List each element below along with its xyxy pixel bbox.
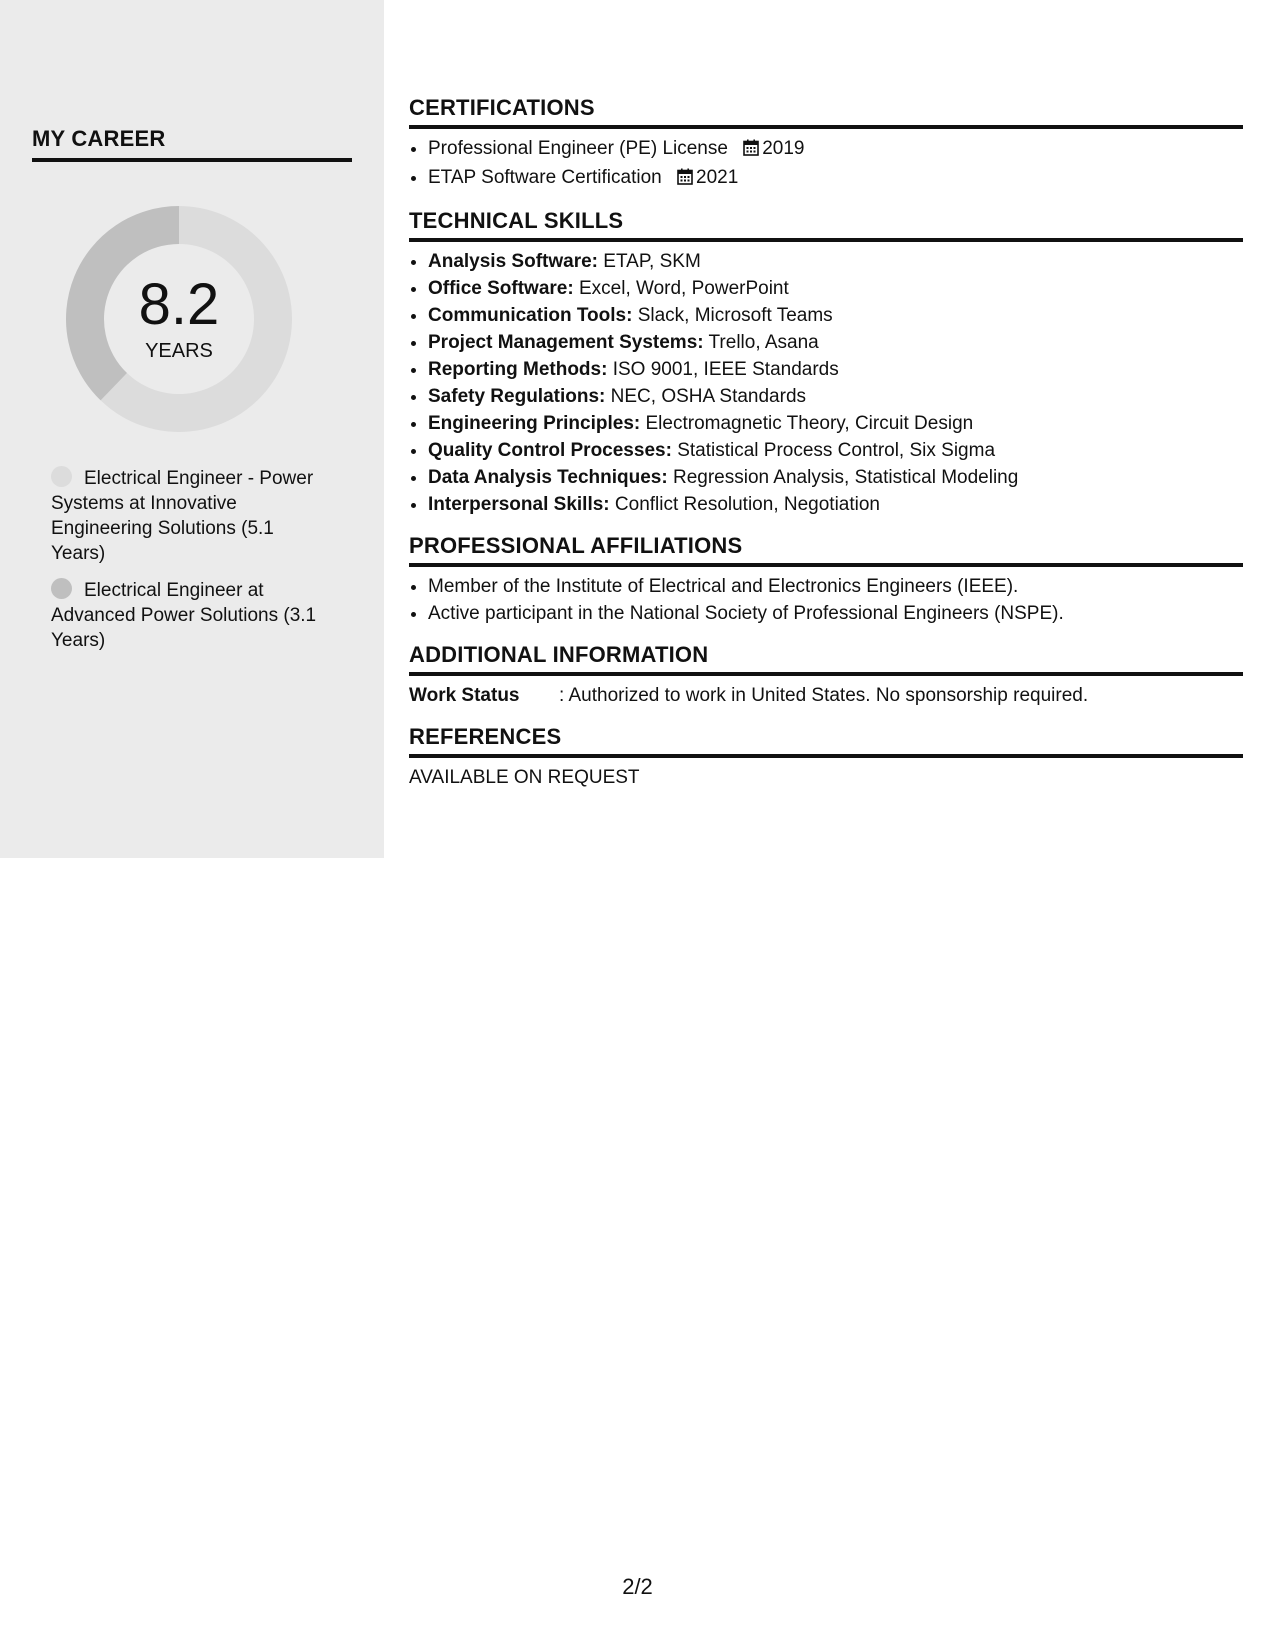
certification-name: Professional Engineer (PE) License [428, 138, 728, 159]
skill-item [428, 329, 1243, 356]
affiliation-item: • Active participant in the National Society of Professional Engineers (NSPE). [428, 600, 1243, 627]
legend-dot [51, 466, 72, 487]
skill-value: Excel, Word, PowerPoint [578, 278, 789, 299]
skill-label: Reporting Methods: [428, 359, 608, 380]
career-legend-item [51, 466, 321, 566]
references-section [409, 723, 1243, 791]
skill-label: Analysis Software: [428, 251, 598, 272]
work-status-label: Work Status [409, 685, 520, 706]
certifications-section [409, 94, 1243, 193]
certification-item [428, 164, 1243, 193]
certification-name: ETAP Software Certification [428, 167, 662, 188]
skill-value: Statistical Process Control, Six Sigma [677, 440, 996, 461]
certification-item [428, 135, 1243, 164]
affiliations-section [409, 532, 1243, 627]
certification-year: 2019 [762, 138, 805, 159]
career-legend-label: Electrical Engineer at Advanced Power Solutions (3.1 Years) [51, 580, 317, 651]
skill-item [428, 275, 1243, 302]
skill-value: NEC, OSHA Standards [610, 386, 807, 407]
section-title: PROFESSIONAL AFFILIATIONS [409, 532, 1243, 567]
skill-item [428, 248, 1243, 275]
work-status-row [409, 682, 1243, 709]
calendar-icon [743, 137, 759, 164]
skill-value: ETAP, SKM [603, 251, 701, 272]
affiliation-item: • Member of the Institute of Electrical and Electronics Engineers (IEEE). [428, 573, 1243, 600]
work-status-value: : Authorized to work in United States. No sponsorship required. [559, 685, 1089, 706]
career-legend-label: Electrical Engineer - Power Systems at Innovative Engineering Solutions (5.1 Years) [51, 468, 314, 564]
total-years-unit: YEARS [145, 340, 213, 362]
certification-year: 2021 [696, 167, 739, 188]
affiliations-list [409, 573, 1243, 627]
additional-info-section [409, 641, 1243, 709]
skill-item [428, 356, 1243, 383]
skill-value: Electromagnetic Theory, Circuit Design [645, 413, 974, 434]
skill-value: Slack, Microsoft Teams [637, 305, 833, 326]
skill-item [428, 491, 1243, 518]
section-title: CERTIFICATIONS [409, 94, 1243, 129]
skill-label: Project Management Systems: [428, 332, 704, 353]
skill-label: Safety Regulations: [428, 386, 606, 407]
skills-list [409, 248, 1243, 518]
skill-item [428, 302, 1243, 329]
skill-item [428, 410, 1243, 437]
skill-label: Communication Tools: [428, 305, 633, 326]
page-number: 2/2 [622, 1574, 653, 1599]
section-title: REFERENCES [409, 723, 1243, 758]
skill-label: Office Software: [428, 278, 574, 299]
skill-item [428, 464, 1243, 491]
sidebar [0, 0, 384, 858]
skill-value: Conflict Resolution, Negotiation [614, 494, 880, 515]
career-legend-item [51, 578, 321, 653]
references-text: AVAILABLE ON REQUEST [409, 767, 640, 788]
certifications-list [409, 135, 1243, 193]
career-donut-chart [66, 206, 292, 432]
skill-label: Quality Control Processes: [428, 440, 672, 461]
skill-item [428, 437, 1243, 464]
section-title: ADDITIONAL INFORMATION [409, 641, 1243, 676]
main-content [409, 94, 1243, 805]
skill-label: Interpersonal Skills: [428, 494, 610, 515]
skill-item [428, 383, 1243, 410]
skill-value: Trello, Asana [708, 332, 819, 353]
skill-label: Engineering Principles: [428, 413, 641, 434]
skill-value: ISO 9001, IEEE Standards [612, 359, 839, 380]
section-title: TECHNICAL SKILLS [409, 207, 1243, 242]
sidebar-title: MY CAREER [32, 126, 352, 162]
calendar-icon [677, 166, 693, 193]
legend-dot [51, 578, 72, 599]
total-years-value: 8.2 [138, 272, 220, 337]
skill-value: Regression Analysis, Statistical Modeling [672, 467, 1019, 488]
technical-skills-section [409, 207, 1243, 518]
career-legend [51, 466, 321, 665]
skill-label: Data Analysis Techniques: [428, 467, 668, 488]
